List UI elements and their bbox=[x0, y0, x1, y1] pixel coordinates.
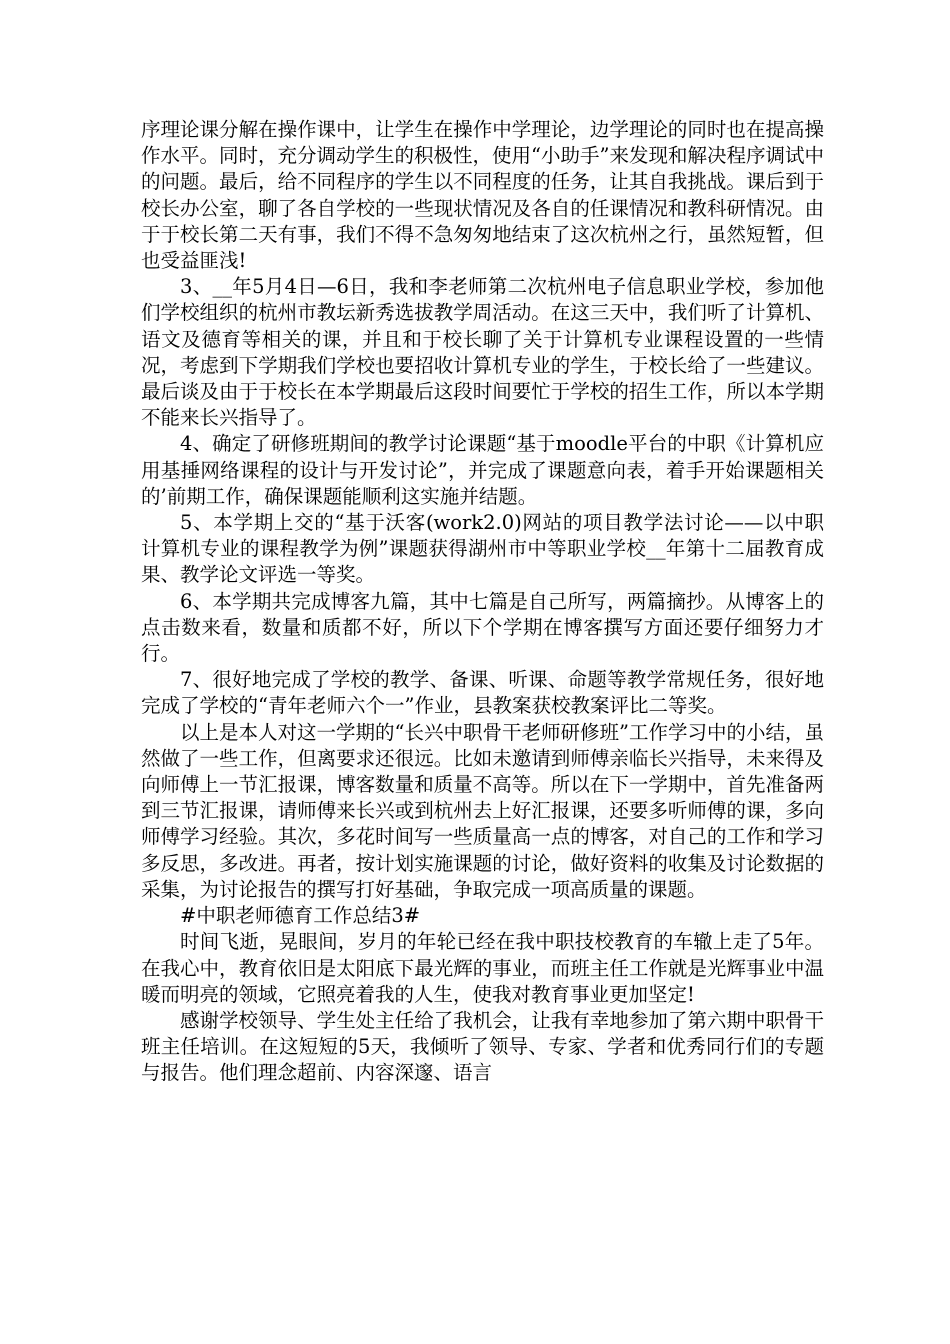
paragraph-item-4: 4、确定了研修班期间的教学讨论课题“基于moodle平台的中职《计算机应用基捶网络课程的设计与开发讨论”，并完成了课题意向表，着手开始课题相关的’前期工作，确保课题能顺利这实施并结题。 bbox=[141, 432, 824, 508]
paragraph-intro: 时间飞逝，晃眼间，岁月的年轮已经在我中职技校教育的车辙上走了5年。在我心中，教育依旧是太阳底下最光辉的事业，而班主任工作就是光辉事业中温暖而明亮的领域，它照亮着我的人生，使我对教育事业更加坚定! bbox=[141, 930, 824, 1006]
paragraph-continuation: 序理论课分解在操作课中，让学生在操作中学理论，边学理论的同时也在提高操作水平。同时，充分调动学生的积极性，使用“小助手”来发现和解决程序调试中的问题。最后，给不同程序的学生以不同程度的任务，让其自我挑战。课后到于校长办公室，聊了各自学校的一些现状情况及各自的任课情况和教科研情况。由于于校长第二天有事，我们不得不急匆匆地结束了这次杭州之行，虽然短暂，但也受益匪浅! bbox=[141, 118, 824, 273]
paragraph-item-5: 5、本学期上交的“基于沃客(work2.0)网站的项目教学法讨论——以中职计算机专业的课程教学为例”课题获得湖州市中等职业学校__年第十二届教育成果、教学论文评选一等奖。 bbox=[141, 511, 824, 587]
paragraph-item-7: 7、很好地完成了学校的教学、备课、听课、命题等教学常规任务，很好地完成了学校的“青年老师六个一”作业，县教案获校教案评比二等奖。 bbox=[141, 668, 824, 718]
paragraph-summary: 以上是本人对这一学期的“长兴中职骨干老师研修班”工作学习中的小结，虽然做了一些工作，但离要求还很远。比如未邀请到师傅亲临长兴指导，未来得及向师傅上一节汇报课，博客数量和质量不高等。所以在下一学期中，首先准备两到三节汇报课，请师傅来长兴或到杭州去上好汇报课，还要多听师傅的课，多向师傅学习经验。其次，多花时间写一些质量高一点的博客，对自己的工作和学习多反思，多改进。再者，按计划实施课题的讨论，做好资料的收集及讨论数据的采集，为讨论报告的撰写打好基础，争取完成一项高质量的课题。 bbox=[141, 720, 824, 901]
paragraph-item-6: 6、本学期共完成博客九篇，其中七篇是自己所写，两篇摘抄。从博客上的点击数来看，数量和质都不好，所以下个学期在博客撰写方面还要仔细努力才行。 bbox=[141, 589, 824, 666]
paragraph-training: 感谢学校领导、学生处主任给了我机会，让我有幸地参加了第六期中职骨干班主任培训。在这短短的5天，我倾听了领导、专家、学者和优秀同行们的专题与报告。他们理念超前、内容深邃、语言 bbox=[141, 1008, 824, 1085]
section-heading: #中职老师德育工作总结3# bbox=[180, 904, 421, 928]
document-body bbox=[141, 117, 824, 1087]
paragraph-item-3: 3、__年5月4日—6日，我和李老师第二次杭州电子信息职业学校，参加他们学校组织的杭州市教坛新秀选拔教学周活动。在这三天中，我们听了计算机、语文及德育等相关的课，并且和于校长聊了关于计算机专业课程设置的一些情况，考虑到下学期我们学校也要招收计算机专业的学生，于校长给了一些建议。最后谈及由于于校长在本学期最后这段时间要忙于学校的招生工作，所以本学期不能来长兴指导了。 bbox=[141, 275, 824, 430]
